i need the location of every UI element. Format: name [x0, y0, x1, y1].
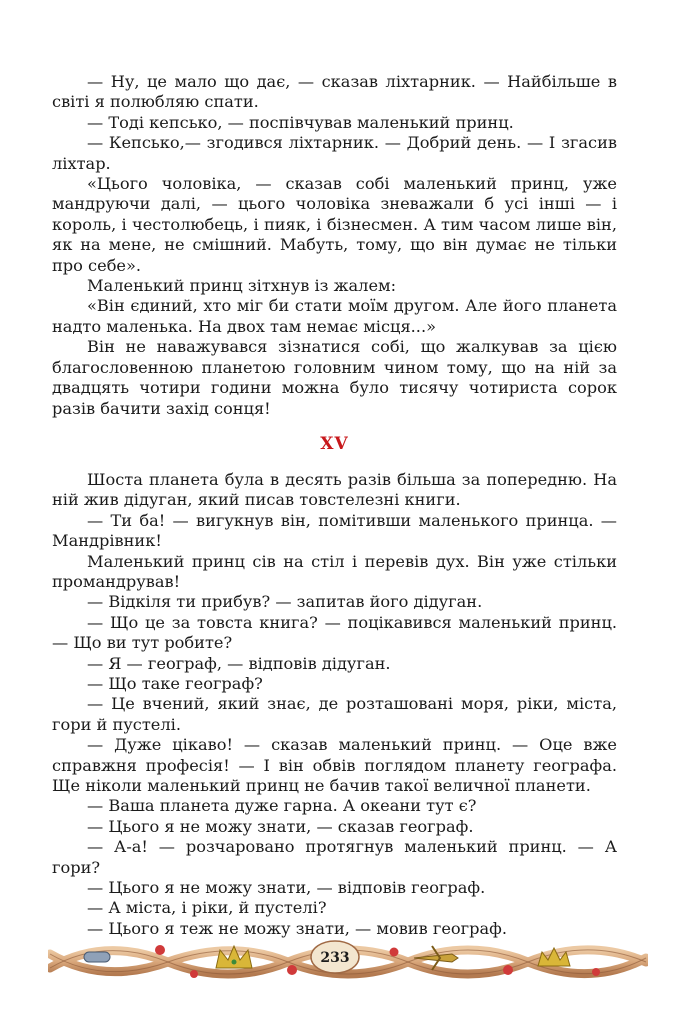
paragraph: — Ти ба! — вигукнув він, помітивши маленького принца. — Мандрівник! — [52, 510, 617, 551]
paragraph: — Що це за товста книга? — поцікавився маленький принц. — Що ви тут робите? — [52, 612, 617, 653]
paragraph: — Ну, це мало що дає, — сказав ліхтарник. — Найбільше в світі я полюбляю спати. — [52, 72, 617, 112]
paragraph: Маленький принц сів на стіл і перевів дух. Він уже стільки промандрував! — [52, 551, 617, 591]
paragraph: «Цього чоловіка, — сказав собі маленький принц, уже мандруючи далі, — цього чоловіка зневажали б усі інші — і король, і честолюбець, і пияк, і бізнесмен. А тим часом лише він, як на мене, не смішний. Мабуть, тому, що він думає не тільки про себе». — [52, 174, 617, 275]
ornament-border — [48, 928, 648, 990]
paragraph: — Тоді кепсько, — поспівчував маленький принц. — [87, 112, 514, 132]
paragraph: — А міста, і ріки, й пустелі? — [87, 898, 327, 918]
paragraph: — Відкіля ти прибув? — запитав його дідуган. — [87, 592, 483, 612]
paragraph: Він не наважувався зізнатися собі, що жалкував за цією благословенною планетою головним чином тому, що на ній за двадцять чотири години можна було тисячу чотириста сорок разів бачити захід сонця! — [52, 337, 617, 418]
paragraph: — Що таке географ? — [87, 673, 263, 693]
paragraph: «Він єдиний, хто міг би стати моїм другом. Але його планета надто маленька. На двох там немає місця...» — [52, 296, 617, 336]
paragraph: — А-а! — розчаровано протягнув маленький принц. — А гори? — [52, 837, 617, 877]
paragraph: — Цього я не можу знати, — відповів географ. — [87, 878, 486, 898]
chapter-heading: XV — [320, 433, 349, 454]
paragraph: — Я — географ, — відповів дідуган. — [87, 653, 391, 673]
page-body — [52, 72, 617, 939]
paragraph: Шоста планета була в десять разів більша за попередню. На ній жив дідуган, який писав товстелезні книги. — [52, 469, 617, 510]
page-footer-ornament — [48, 928, 648, 990]
paragraph: — Цього я теж не можу знати, — мовив географ. — [87, 918, 507, 938]
text-before-chapter — [52, 72, 617, 419]
paragraph: — Кепсько,— згодився ліхтарник. — Добрий день. — І згасив ліхтар. — [52, 133, 617, 173]
scroll-icon — [84, 952, 110, 962]
paragraph: Маленький принц зітхнув із жалем: — [87, 276, 397, 296]
paragraph: — Дуже цікаво! — сказав маленький принц. — Оце вже справжня професія! — І він обвів поглядом планету географа. Ще ніколи маленький принц не бачив такої величної планети. — [52, 735, 617, 795]
paragraph: — Ваша планета дуже гарна. А океани тут є? — [87, 796, 477, 816]
paragraph: — Це вчений, який знає, де розташовані моря, ріки, міста, гори й пустелі. — [52, 694, 617, 734]
paragraph: — Цього я не можу знати, — сказав географ. — [87, 816, 474, 836]
text-after-chapter — [52, 470, 617, 939]
page-number: 233 — [320, 950, 350, 966]
